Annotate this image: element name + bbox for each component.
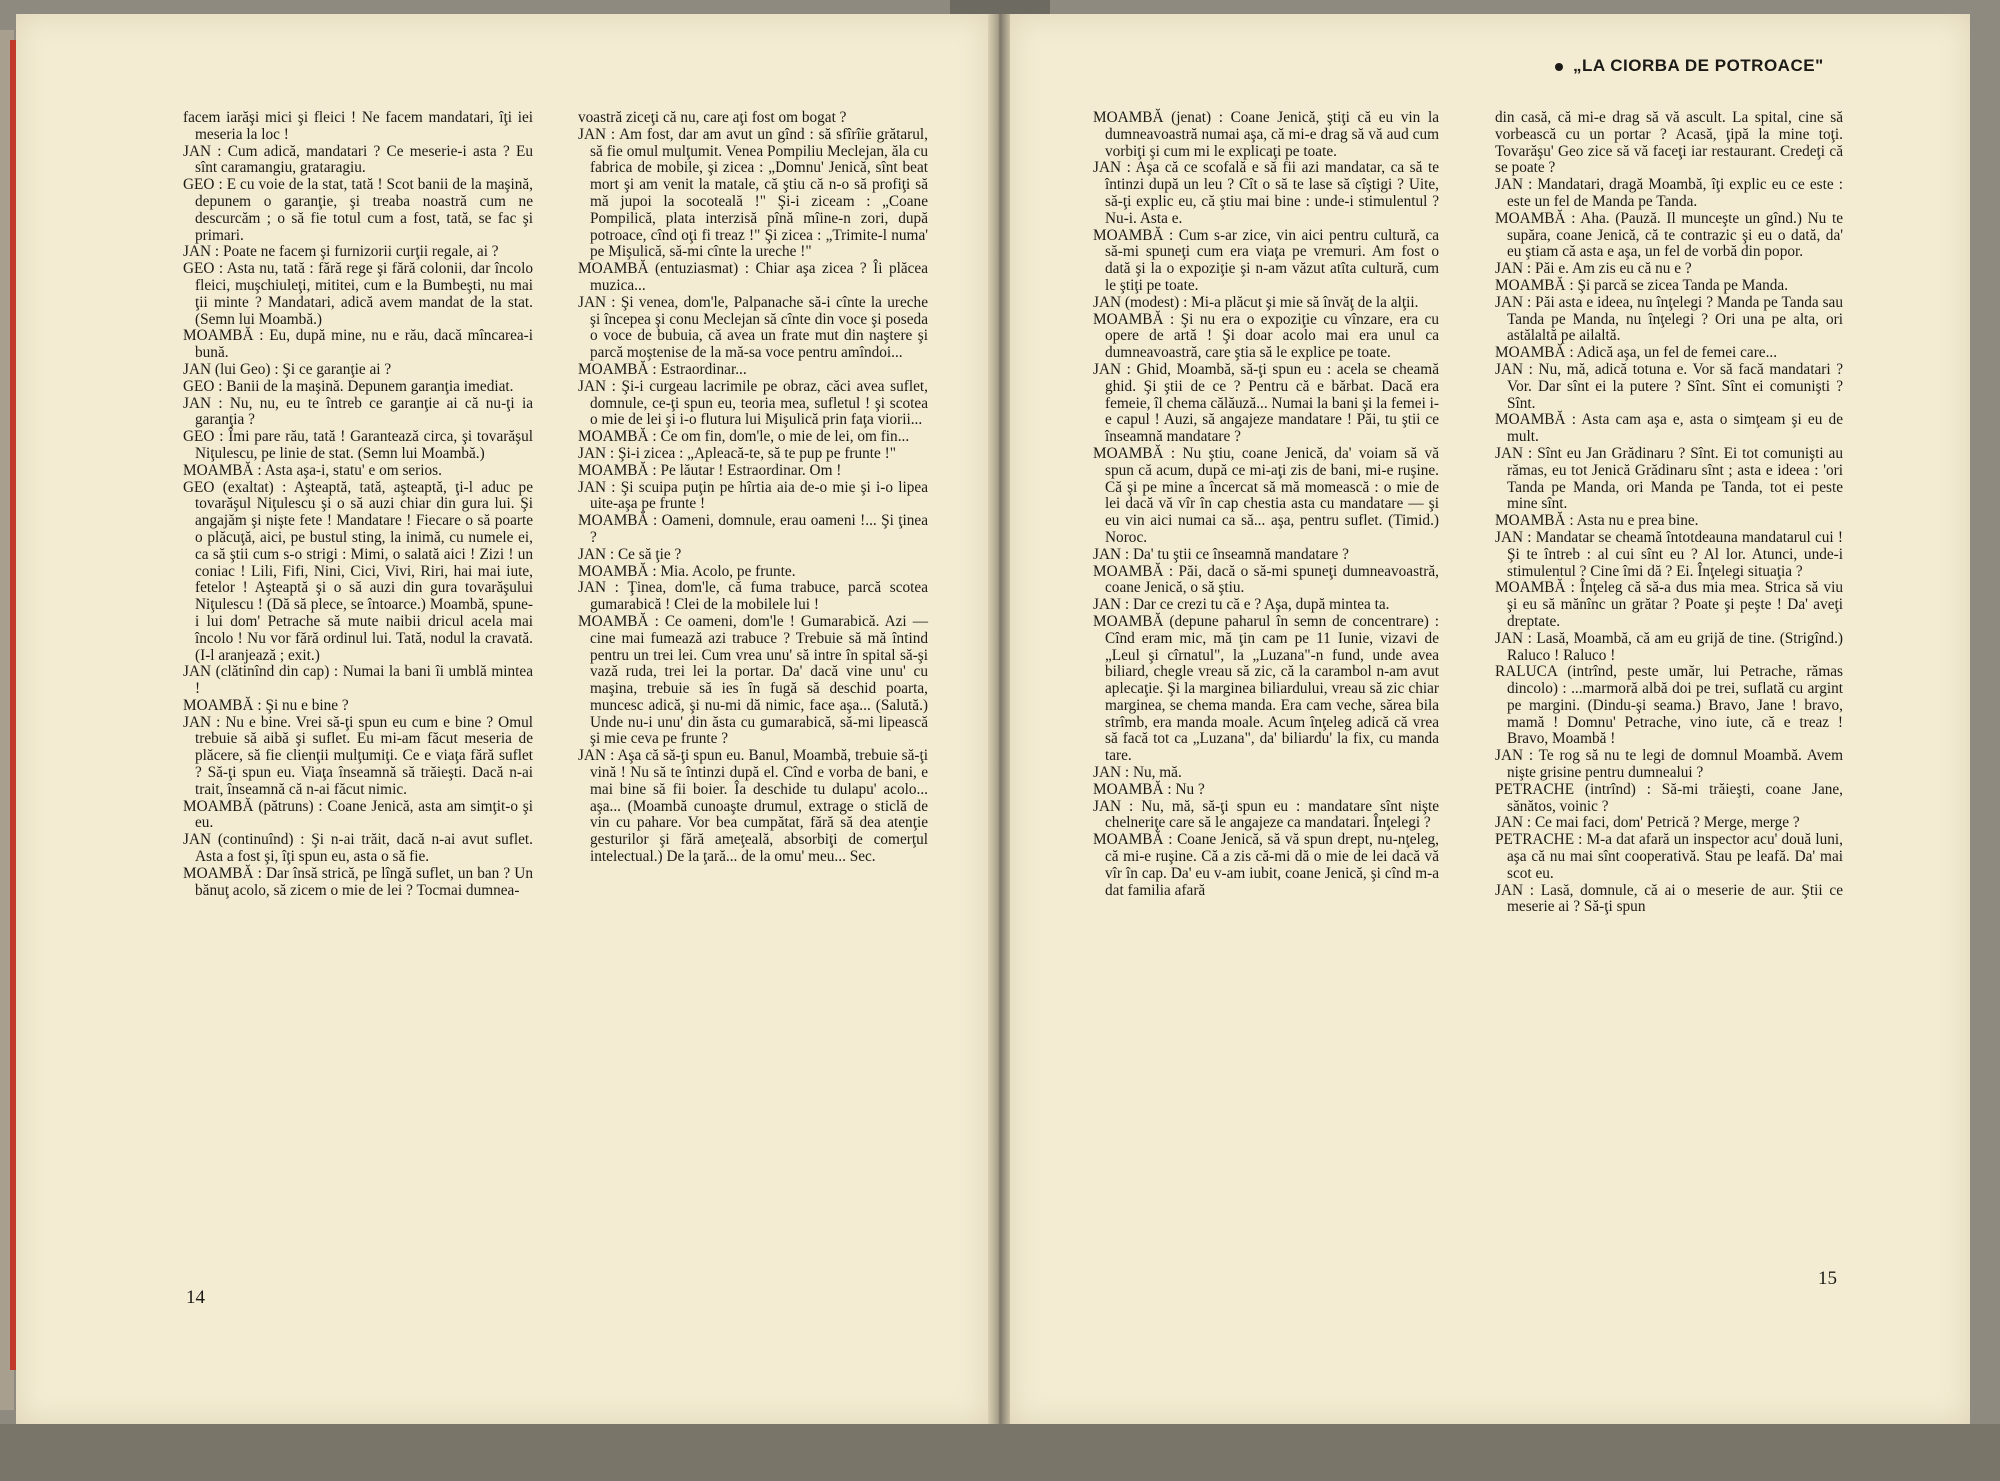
paragraph: JAN : Păi e. Am zis eu că nu e ? [1495,260,1692,278]
paragraph: MOAMBĂ : Asta nu e prea bine. [1495,512,1699,530]
paragraph: JAN : Mandatar se cheamă întotdeauna mandatarul cui ! Şi te întreb : al cui sînt eu ? Al lor. Atunci, unde-i stimulentul ? Cine îmi dă ? Ei. Înţelegi situaţia ? [1495,528,1843,580]
paragraph: MOAMBĂ : Adică aşa, un fel de femei care... [1495,344,1778,362]
paragraph: MOAMBĂ (entuziasmat) : Chiar aşa zicea ? Îi plăcea muzica... [578,260,928,294]
paragraph: JAN : Am fost, dar am avut un gînd : să sfîrîie grătarul, să fie omul mulţumit. Venea Pompiliu Meclejan, ăla cu fabrica de mobile, şi zicea : „Domnu' Jenică, sînt beat mort şi am venit la matale, că ştiu că n-o să profiţi să mă jupoi la socoteală !" Şi-i ziceam : „Coane Pompilică, plata interzisă pînă mîine-n zori, după potroace, cînd oţi fi treaz !" Şi zicea : „Trimite-l numa' pe Mişulică, să-mi cînte la ureche !" [578,125,928,261]
red-page-edge [10,40,16,1370]
paragraph: PETRACHE (intrînd) : Să-mi trăieşti, coane Jane, sănătos, voinic ? [1495,780,1843,815]
page-number-right: 15 [1818,1268,1837,1289]
paragraph: JAN : Nu, mă, adică totuna e. Vor să facă mandatari ? Vor. Dar sînt ei la putere ? Sînt. Sînt ei comunişti ? Sînt. [1495,360,1843,412]
paragraph: MOAMBĂ : Ce oameni, dom'le ! Gumarabică. Azi — cine mai fumează azi trabuce ? Trebuie să mă întind pentru un trei lei. Cum vrea unu' să intre în spital să-şi vază ruda, trei lei la portar. Da' dacă vine unu' cu maşina, trebuie să ies în fugă să deschid poarta, muncesc adică, şi nu-mi dă nimic, face aşa... (Salută.) Unde nu-i unu' din ăsta cu gumarabică, să-mi lipească şi mie ceva pe frunte ? [578,612,928,748]
paragraph: JAN : Dar ce crezi tu că e ? Aşa, după mintea ta. [1093,596,1390,614]
paragraph: MOAMBĂ : Coane Jenică, să vă spun drept, nu-nţeleg, că mi-e ruşine. Că a zis că-mi dă o mie de lei dacă vă vîr în cap. Da' eu v-am iubit, coane Jenică, şi cînd m-a dat familia afară [1093,831,1439,899]
book-gutter [988,14,1010,1424]
paragraph: JAN : Nu, nu, eu te întreb ce garanţie ai că nu-ţi ia garanţia ? [183,394,533,429]
paragraph: JAN : Da' tu ştii ce înseamnă mandatare ? [1093,545,1349,563]
text-column-1 [183,110,533,899]
paragraph: MOAMBĂ : Înţeleg că să-a dus mia mea. Strica să viu şi eu să mănînc un grătar ? Poate şi peşte ! Da' aveţi dreptate. [1495,579,1843,630]
paragraph: MOAMBĂ : Nu ştiu, coane Jenică, da' voiam să vă spun că acum, după ce mi-aţi zis de bani, mi-e ruşine. Că şi pe mine a încercat să mă momească : o mie de lei dacă vă vîr în cap chestia asta cu mandatare — şi eu vin aici numai ca să... aşa, pentru suflet. (Timid.) Noroc. [1093,444,1439,546]
paragraph: JAN : Şi scuipa puţin pe hîrtia aia de-o mie şi i-o lipea uite-aşa pe frunte ! [578,478,928,513]
paragraph: JAN : Poate ne facem şi furnizorii curţii regale, ai ? [183,243,499,261]
bullet-icon [1555,63,1563,71]
paragraph: JAN : Ce mai faci, dom' Petrică ? Merge, merge ? [1495,814,1800,832]
paragraph: GEO : E cu voie de la stat, tată ! Scot banii de la maşină, depunem o garanţie, şi treaba noastră cum ne descurcăm ; o să fie totul cum a fost, tată, se fac şi primari. [183,176,533,244]
paragraph: JAN : Lasă, domnule, că ai o meserie de aur. Ştii ce meserie ai ? Să-ţi spun [1495,881,1843,916]
paragraph: RALUCA (intrînd, peste umăr, lui Petrache, rămas dincolo) : ...marmoră albă doi pe trei, suflată cu argint pe margini. (Dindu-şi seama.) Bravo, Jane ! bravo, mamă ! Domnu' Petrache, vino iute, că e treaz ! Bravo, Moambă ! [1495,663,1843,748]
paragraph: MOAMBĂ : Nu ? [1093,780,1205,798]
paragraph: MOAMBĂ : Ce om fin, dom'le, o mie de lei, om fin... [578,428,910,446]
paragraph: JAN (modest) : Mi-a plăcut şi mie să învăţ de la alţii. [1093,293,1419,311]
text-column-4 [1495,110,1843,916]
paragraph: MOAMBĂ (jenat) : Coane Jenică, ştiţi că eu vin la dumneavoastră numai aşa, că mi-e drag să vă aud cum vorbiţi şi cum mi le explicaţi pe toate. [1093,109,1439,160]
paragraph: facem iarăşi mici şi fleici ! Ne facem mandatari, îţi iei meseria la loc ! [183,109,533,143]
paragraph: JAN : Cum adică, mandatari ? Ce meserie-i asta ? Eu sînt caramangiu, grataragiu. [183,142,533,177]
paragraph: MOAMBĂ : Şi parcă se zicea Tanda pe Manda. [1495,276,1789,294]
paragraph: MOAMBĂ : Oameni, domnule, erau oameni !... Şi ţinea ? [578,512,928,546]
paragraph: MOAMBĂ : Estraordinar... [578,360,747,378]
paragraph: MOAMBĂ : Şi nu era o expoziţie cu vînzare, era cu opere de artă ! Şi doar acolo mai era unul ca dumneavoastră, care ştia să le explice pe toate. [1093,310,1439,362]
paragraph: JAN : Nu, mă. [1093,764,1182,782]
paragraph: JAN (lui Geo) : Şi ce garanţie ai ? [183,360,392,378]
page-number-left: 14 [186,1287,205,1308]
paragraph: MOAMBĂ (pătruns) : Coane Jenică, asta am simţit-o şi eu. [183,797,533,832]
paragraph: JAN : Ce să ţie ? [578,545,682,563]
paragraph: GEO : Îmi pare rău, tată ! Garantează circa, şi tovarăşul Niţulescu, pe linie de stat. (Semn lui Moambă.) [183,428,533,462]
paragraph: MOAMBĂ : Mia. Acolo, pe frunte. [578,562,796,580]
text-column-2 [578,110,928,866]
paragraph: PETRACHE : M-a dat afară un inspector acu' două luni, aşa că nu mai sînt cooperativă. Stau pe leafă. Da' mai scot eu. [1495,831,1843,882]
paragraph: GEO : Banii de la maşină. Depunem garanţia imediat. [183,377,514,395]
paragraph: MOAMBĂ : Aha. (Pauză. Il munceşte un gînd.) Nu te supăra, coane Jenică, că te contrazic şi eu o dată, da' eu ştiam că asta e aşa, un fel de vorbă din popor. [1495,209,1843,261]
paragraph: JAN (continuînd) : Şi n-ai trăit, dacă n-ai avut suflet. Asta a fost şi, îţi spun eu, asta o să fie. [183,831,533,866]
paragraph: voastră ziceţi că nu, care aţi fost om bogat ? [578,109,847,126]
text-column-3 [1093,110,1439,899]
paragraph: GEO : Asta nu, tată : fără rege şi fără colonii, dar încolo fleici, muşchiuleţi, mititei, cum e la Bumbeşti, nu mai ţii minte ? Mandatari, adică avem mandat de la stat. (Semn lui Moambă.) [183,260,533,328]
paragraph: MOAMBĂ : Pe lăutar ! Estraordinar. Om ! [578,461,842,479]
table-surface [0,1424,2000,1481]
paragraph: JAN : Sînt eu Jan Grădinaru ? Sînt. Ei tot comunişti au rămas, eu tot Jenică Grădinaru sînt ; asta e ideea : 'ori Tanda pe Manda, ori Manda pe Tanda, tot ei peste mine sînt. [1495,444,1843,513]
paragraph: MOAMBĂ : Dar însă strică, pe lîngă suflet, un ban ? Un bănuţ acolo, să zicem o mie de lei ? Tocmai dumnea- [183,864,533,899]
paragraph: din casă, că mi-e drag să vă ascult. La spital, cine să vorbească cu un portar ? Acasă, ţipă la mine toţi. Tovarăşu' Geo zice să vă faceţi iar restaurant. Credeţi că se poate ? [1495,109,1843,177]
paragraph: JAN (clătinînd din cap) : Numai la bani îi umblă mintea ! [183,663,533,698]
paragraph: JAN : Şi-i zicea : „Apleacă-te, să te pup pe frunte !" [578,444,897,462]
paragraph: MOAMBĂ : Cum s-ar zice, vin aici pentru cultură, ca să-mi spuneţi cum era viaţa pe vremuri. Am fost o dată şi la o expoziţie şi n-am văzut atîta cultură, cum le ştiţi pe toate. [1093,226,1439,294]
paragraph: JAN : Aşa că ce scofală e să fii azi mandatar, ca să te întinzi după un leu ? Cît o să te lase să cîştigi ? Uite, să-ţi explic eu, că ştiu mai bine : unde-i stimulentul ? Nu-i. Asta e. [1093,159,1439,227]
running-header [1555,56,1824,76]
paragraph: JAN : Ţinea, dom'le, că fuma trabuce, parcă scotea gumarabică ! Clei de la mobilele lui ! [578,579,928,614]
paragraph: MOAMBĂ : Asta aşa-i, statu' e om serios. [183,461,442,479]
paragraph: MOAMBĂ : Eu, după mine, nu e rău, dacă mîncarea-i bună. [183,327,533,362]
paragraph: JAN : Lasă, Moambă, că am eu grijă de tine. (Strigînd.) Raluco ! Raluco ! [1495,629,1843,664]
paragraph: JAN : Nu, mă, să-ţi spun eu : mandatare sînt nişte chelneriţe care să le angajeze ca mandatari. Înţelegi ? [1093,797,1439,832]
paragraph: JAN : Te rog să nu te legi de domnul Moambă. Avem nişte grisine pentru dumnealui ? [1495,747,1843,782]
paragraph: MOAMBĂ (depune paharul în semn de concentrare) : Cînd eram mic, mă ţin cam pe 11 Iunie, vizavi de „Leul şi cîrnatul", la „Luzana"-n fund, unde avea biliard, chegle vreau să zic, că la carambol n-am avut aplecaţie. Şi la marginea biliardului, vreau să zic chiar marginea, se chema manda. Era cam veche, sărea bila strîmb, era manda moale. Acum înţeleg adică că vrea să facă tot ca „Luzana", da' biliardu' la fix, cu manda tare. [1093,612,1439,765]
paragraph: MOAMBĂ : Păi, dacă o să-mi spuneţi dumneavoastră, coane Jenică, o să ştiu. [1093,562,1439,597]
paragraph: JAN : Mandatari, dragă Moambă, îţi explic eu ce este : este un fel de Manda pe Tanda. [1495,176,1843,210]
paragraph: JAN : Ghid, Moambă, să-ţi spun eu : acela se cheamă ghid. Şi ştii de ce ? Pentru că e bărbat. Dacă era femeie, îl chema călăuză... Numai la bani şi la femei i-e capul ! Auzi, să angajeze mandatare ! Păi, tu ştii ce înseamnă mandatare ? [1093,360,1439,446]
paragraph: JAN : Şi-i curgeau lacrimile pe obraz, căci avea suflet, domnule, ce-ţi spun eu, teoria mea, sufletul ! şi scotea o mie de lei şi i-o flutura lui Mişulică prin faţa viorii... [578,377,928,429]
paragraph: GEO (exaltat) : Aşteaptă, tată, aşteaptă, ţi-l aduc pe tovarăşul Niţulescu şi o să auzi chiar din gura lui. Şi angajăm şi nişte fete ! Mandatare ! Fiecare o să poarte o plăcuţă, aici, pe bustul sting, la inimă, cu numele ei, ca să ştii cum s-o strigi : Mimi, o salată aici ! Zizi ! un coniac ! Lili, Fifi, Nini, Cici, Vivi, Riri, hai mai iute, fetelor ! Aşteaptă şi o să auzi din gura tovarăşului Niţulescu ! (Dă să plece, se întoarce.) Moambă, spune-i lui dom' Petrache să mute naibii dricul acela mai încolo ! Nu vor fără ordinul lui. Tată, nodul la cravată. (I-l aranjează ; exit.) [183,478,533,664]
paragraph: MOAMBĂ : Asta cam aşa e, asta o simţeam şi eu de mult. [1495,411,1843,446]
paragraph: JAN : Păi asta e ideea, nu înţelegi ? Manda pe Tanda sau Tanda pe Manda, nu înţelegi ? Ori una pe alta, ori astălaltă pe ailaltă. [1495,293,1843,345]
paragraph: MOAMBĂ : Şi nu e bine ? [183,696,349,714]
paragraph: JAN : Şi venea, dom'le, Palpanache să-i cînte la ureche şi începea şi conu Meclejan să cînte din voce şi poseda o voce de bubuia, că avea un frate mut din naştere şi parcă moştenise de la mă-sa voce pentru amîndoi... [578,293,928,362]
running-header-text: „LA CIORBA DE POTROACE" [1573,56,1824,75]
paragraph: JAN : Nu e bine. Vrei să-ţi spun eu cum e bine ? Omul trebuie să aibă şi suflet. Eu mi-am făcut meseria de plăcere, să fie clienţii mulţumiţi. Ce e viaţa fără suflet ? Să-ţi spun eu. Viaţa înseamnă să trăieşti. Dacă n-ai trait, înseamnă că n-ai făcut nimic. [183,713,533,798]
paragraph: JAN : Aşa că să-ţi spun eu. Banul, Moambă, trebuie să-ţi vină ! Nu să te întinzi după el. Cînd e vorba de bani, e mai bine să fii boier. Îa deschide tu dulapu' acolo... aşa... (Moambă cunoaşte drumul, extrage o sticlă de vin cu pahare. Vor bea cumpătat, fără să dea atenţie gesturilor şi fără ameţeală, absorbiţi de comerţul intelectual.) De la ţară... de la omu' meu... Sec. [578,747,928,866]
